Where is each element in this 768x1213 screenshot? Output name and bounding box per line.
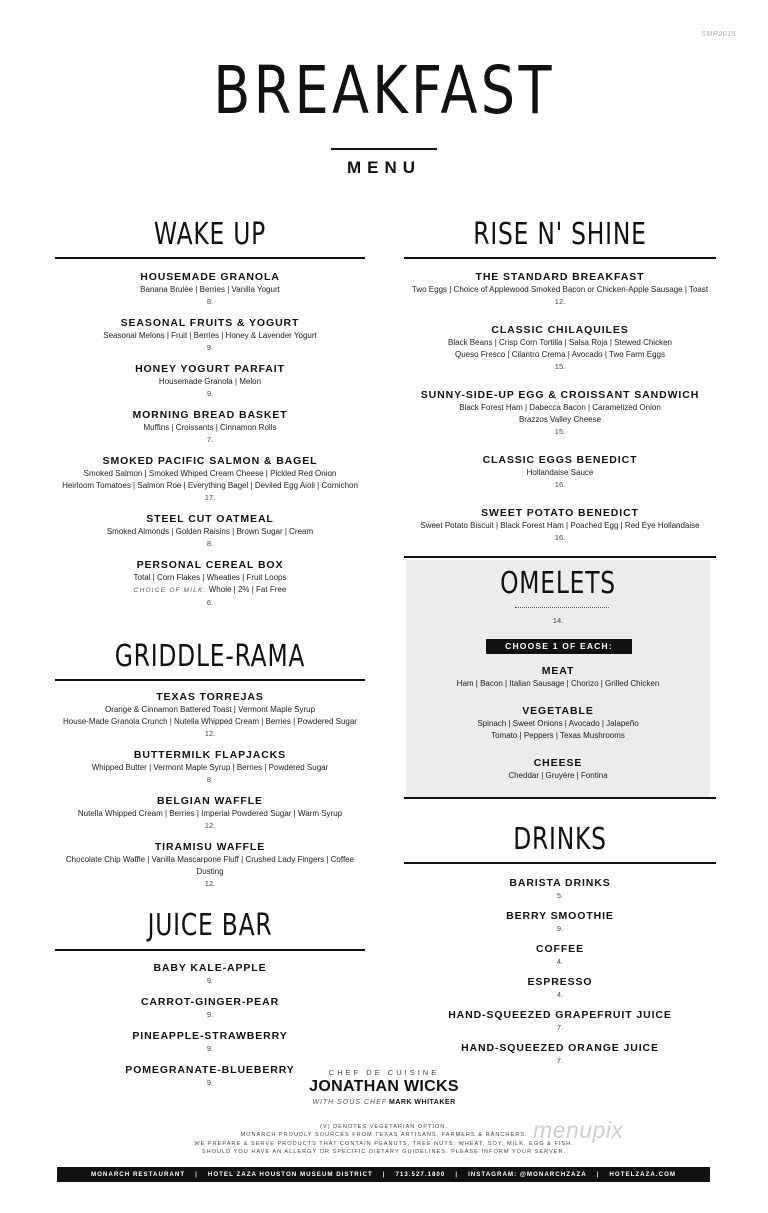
sous-chef-name: MARK WHITAKER (388, 1099, 456, 1106)
item-description: Tomato | Peppers | Texas Mushrooms (491, 731, 625, 740)
menu-item (55, 748, 365, 785)
footer-bar (57, 1167, 710, 1182)
chef-title: CHEF DE CUISINE (328, 1068, 440, 1077)
item-price: 12. (204, 729, 216, 738)
item-description: Brazzos Valley Cheese (518, 415, 602, 424)
menu-item (404, 323, 716, 372)
sous-chef-line (0, 1099, 768, 1106)
disclaimer-line: SHOULD YOU HAVE AN ALLERGY OR SPECIFIC DIETARY GUIDELINES, PLEASE INFORM YOUR SERVER. (201, 1149, 567, 1156)
item-description: Seasonal Melons | Fruit | Berries | Honey & Lavender Yogurt (103, 331, 317, 340)
item-name: SMOKED PACIFIC SALMON & BAGEL (102, 455, 318, 467)
item-price: 9. (206, 1010, 214, 1019)
section-heading-wake-up: WAKE UP (153, 217, 267, 252)
item-price: 8. (206, 775, 214, 784)
section-rule (404, 257, 716, 259)
item-price: 9. (206, 1078, 214, 1087)
section-heading-drinks: DRINKS (513, 822, 607, 857)
item-name: STEEL CUT OATMEAL (146, 513, 274, 525)
milk-options: Whole | 2% | Fat Free (208, 585, 287, 594)
item-name: BELGIAN WAFFLE (157, 795, 263, 807)
footer-restaurant: MONARCH RESTAURANT (90, 1171, 186, 1178)
menu-item (404, 975, 716, 1000)
section-rule (55, 949, 365, 951)
item-description: Spinach | Sweet Onions | Avocado | Jalapeño (477, 719, 639, 728)
item-name: POMEGRANATE-BLUEBERRY (125, 1064, 295, 1076)
title-divider (331, 148, 437, 150)
menu-item (406, 664, 710, 690)
item-price: 9. (206, 343, 214, 352)
item-name: BARISTA DRINKS (509, 877, 611, 889)
item-description: Whipped Butter | Vermont Maple Syrup | Berries | Powdered Sugar (91, 763, 329, 772)
item-name: CLASSIC CHILAQUILES (491, 324, 629, 336)
section-heading-omelets: OMELETS (500, 566, 616, 601)
menu-item (55, 316, 365, 353)
menu-code: SMR2015 (701, 31, 736, 38)
footer-phone[interactable]: 713.527.1800 (395, 1171, 446, 1178)
item-price: 9. (206, 389, 214, 398)
section-heading-juice-bar: JUICE BAR (147, 908, 273, 943)
item-description: Black Beans | Crisp Corn Tortilla | Salsa Roja | Stewed Chicken (448, 338, 672, 347)
menu-subtitle: MENU (346, 158, 422, 177)
item-name: BERRY SMOOTHIE (506, 910, 614, 922)
item-name: PINEAPPLE-STRAWBERRY (132, 1030, 288, 1042)
footer-separator: | (195, 1171, 198, 1178)
item-name: BUTTERMILK FLAPJACKS (133, 749, 287, 761)
item-name: PERSONAL CEREAL BOX (136, 559, 284, 571)
item-price: 16. (554, 533, 566, 542)
item-description: Ham | Bacon | Italian Sausage | Chorizo | Grilled Chicken (456, 679, 660, 688)
footer-separator: | (382, 1171, 386, 1178)
menu-title: BREAKFAST (213, 52, 555, 129)
item-description: Housemade Granola | Melon (158, 377, 262, 386)
item-price: 15. (554, 427, 566, 436)
item-price: 7. (206, 435, 214, 444)
footer-separator: | (455, 1171, 459, 1178)
item-price: 9. (556, 924, 564, 933)
menu-item (404, 270, 716, 307)
item-name: VEGETABLE (522, 705, 594, 717)
item-name: CARROT-GINGER-PEAR (140, 996, 280, 1008)
omelets-price: 14. (552, 616, 564, 625)
item-description: Muffins | Croissants | Cinnamon Rolls (143, 423, 277, 432)
dotted-divider (515, 607, 609, 608)
menu-item (55, 512, 365, 549)
drinks-items (404, 876, 716, 1074)
item-price: 15. (554, 362, 566, 371)
menu-item (404, 506, 716, 543)
item-name: COFFEE (536, 943, 584, 955)
item-name: SWEET POTATO BENEDICT (481, 507, 639, 519)
rise-n-shine-items (404, 270, 716, 559)
menu-item (55, 995, 365, 1020)
omelet-options (406, 664, 710, 796)
item-price: 12. (554, 297, 566, 306)
menu-item (55, 408, 365, 445)
footer-hotel: HOTEL ZAZA HOUSTON MUSEUM DISTRICT (207, 1171, 373, 1178)
item-name: THE STANDARD BREAKFAST (475, 271, 645, 283)
item-name: TIRAMISU WAFFLE (154, 841, 266, 853)
section-rule (404, 797, 716, 799)
item-price: 7. (556, 1023, 564, 1032)
item-description: Two Eggs | Choice of Applewood Smoked Bacon or Chicken-Apple Sausage | Toast (411, 285, 709, 294)
item-price: 4. (556, 957, 564, 966)
menu-item (406, 756, 710, 782)
item-price: 8. (206, 297, 214, 306)
menu-item (55, 961, 365, 986)
item-name: MORNING BREAD BASKET (132, 409, 288, 421)
menu-item (55, 794, 365, 831)
item-price: 16. (554, 480, 566, 489)
section-rule (404, 862, 716, 864)
item-description: Orange & Cinnamon Battered Toast | Vermont Maple Syrup (104, 705, 316, 714)
item-price: 17. (204, 493, 216, 502)
watermark: menupix (533, 1117, 624, 1143)
menu-item (55, 1029, 365, 1054)
section-rule (55, 679, 365, 681)
milk-choice-line (55, 584, 365, 597)
item-name: HAND-SQUEEZED GRAPEFRUIT JUICE (448, 1009, 672, 1021)
footer-separator: | (596, 1171, 600, 1178)
footer-instagram[interactable]: INSTAGRAM: @MONARCHZAZA (468, 1171, 587, 1178)
item-price: 9. (206, 1044, 214, 1053)
item-name: HAND-SQUEEZED ORANGE JUICE (461, 1042, 659, 1054)
item-description: Sweet Potato Biscuit | Black Forest Ham | Poached Egg | Red Eye Hollandaise (420, 521, 700, 530)
item-name: SUNNY-SIDE-UP EGG & CROISSANT SANDWICH (420, 389, 700, 401)
item-name: HONEY YOGURT PARFAIT (135, 363, 285, 375)
item-description: Queso Fresco | Cilantro Crema | Avocado | Two Farm Eggs (454, 350, 666, 359)
menu-item (55, 840, 365, 889)
item-description: Heirloom Tomatoes | Salmon Roe | Everything Bagel | Deviled Egg Aioli | Cornichon (62, 481, 358, 490)
disclaimer-line: MONARCH PROUDLY SOURCES FROM TEXAS ARTISANS, FARMERS & RANCHERS. (240, 1132, 528, 1139)
item-price: 7. (556, 1056, 564, 1065)
section-rule (404, 556, 716, 558)
chef-name: JONATHAN WICKS (309, 1078, 459, 1095)
item-price: 12. (204, 821, 216, 830)
footer-website[interactable]: HOTELZAZA.COM (609, 1171, 677, 1178)
menu-item (55, 558, 365, 608)
item-price: 9. (206, 976, 214, 985)
item-price: 5. (556, 891, 564, 900)
item-description: Nutella Whipped Cream | Berries | Imperial Powdered Sugar | Warm Syrup (77, 809, 343, 818)
section-heading-rise-n-shine: RISE N' SHINE (473, 217, 647, 252)
menu-item (406, 704, 710, 742)
menu-item (404, 1041, 716, 1066)
item-description: House-Made Granola Crunch | Nutella Whipped Cream | Berries | Powdered Sugar (63, 717, 357, 726)
item-description: Cheddar | Gruyère | Fontina (508, 771, 608, 780)
milk-choice-label: CHOICE OF MILK: (133, 587, 207, 594)
menu-item (404, 942, 716, 967)
menu-item (404, 388, 716, 437)
menu-item (55, 270, 365, 307)
item-name: HOUSEMADE GRANOLA (140, 271, 280, 283)
menu-item (55, 690, 365, 739)
item-price: 8. (206, 539, 214, 548)
item-name: MEAT (541, 665, 575, 677)
section-rule (55, 257, 365, 259)
dietary-disclaimer (0, 1123, 768, 1157)
item-description: Smoked Salmon | Smoked Whiped Cream Cheese | Pickled Red Onion (83, 469, 337, 478)
section-heading-griddle-rama: GRIDDLE-RAMA (114, 639, 306, 674)
sous-chef-prefix: WITH SOUS CHEF (312, 1099, 388, 1106)
menu-item (404, 453, 716, 490)
item-name: TEXAS TORREJAS (156, 691, 264, 703)
choose-one-badge: CHOOSE 1 OF EACH: (486, 639, 632, 654)
menu-item (55, 454, 365, 503)
item-name: SEASONAL FRUITS & YOGURT (120, 317, 300, 329)
menu-item (404, 1008, 716, 1033)
item-price: 6. (206, 598, 214, 607)
item-price: 4. (556, 990, 564, 999)
menu-item (55, 362, 365, 399)
item-name: CLASSIC EGGS BENEDICT (482, 454, 638, 466)
item-name: ESPRESSO (527, 976, 593, 988)
item-price: 12. (204, 879, 216, 888)
item-description: Banana Brulée | Berries | Vanilla Yogurt (140, 285, 280, 294)
wake-up-items (55, 270, 365, 618)
item-name: CHEESE (533, 757, 583, 769)
griddle-rama-items (55, 690, 365, 898)
menu-item (404, 909, 716, 934)
item-description: Total | Corn Flakes | Wheaties | Fruit Loops (133, 573, 287, 582)
item-description: Chocolate Chip Waffle | Vanilla Mascarpone Fluff | Crushed Lady Fingers | Coffee Dusting (65, 855, 355, 876)
item-name: BABY KALE-APPLE (153, 962, 267, 974)
disclaimer-line: (V) DENOTES VEGETARIAN OPTION. (320, 1124, 448, 1130)
menu-item (404, 876, 716, 901)
disclaimer-line: WE PREPARE & SERVE PRODUCTS THAT CONTAIN PEANUTS, TREE NUTS, WHEAT, SOY, MILK, EGG & FISH. (194, 1140, 574, 1147)
item-description: Smoked Almonds | Golden Raisins | Brown Sugar | Cream (106, 527, 314, 536)
item-description: Black Forest Ham | Dabecca Bacon | Caramelized Onion (459, 403, 661, 412)
item-description: Hollandaise Sauce (526, 468, 594, 477)
